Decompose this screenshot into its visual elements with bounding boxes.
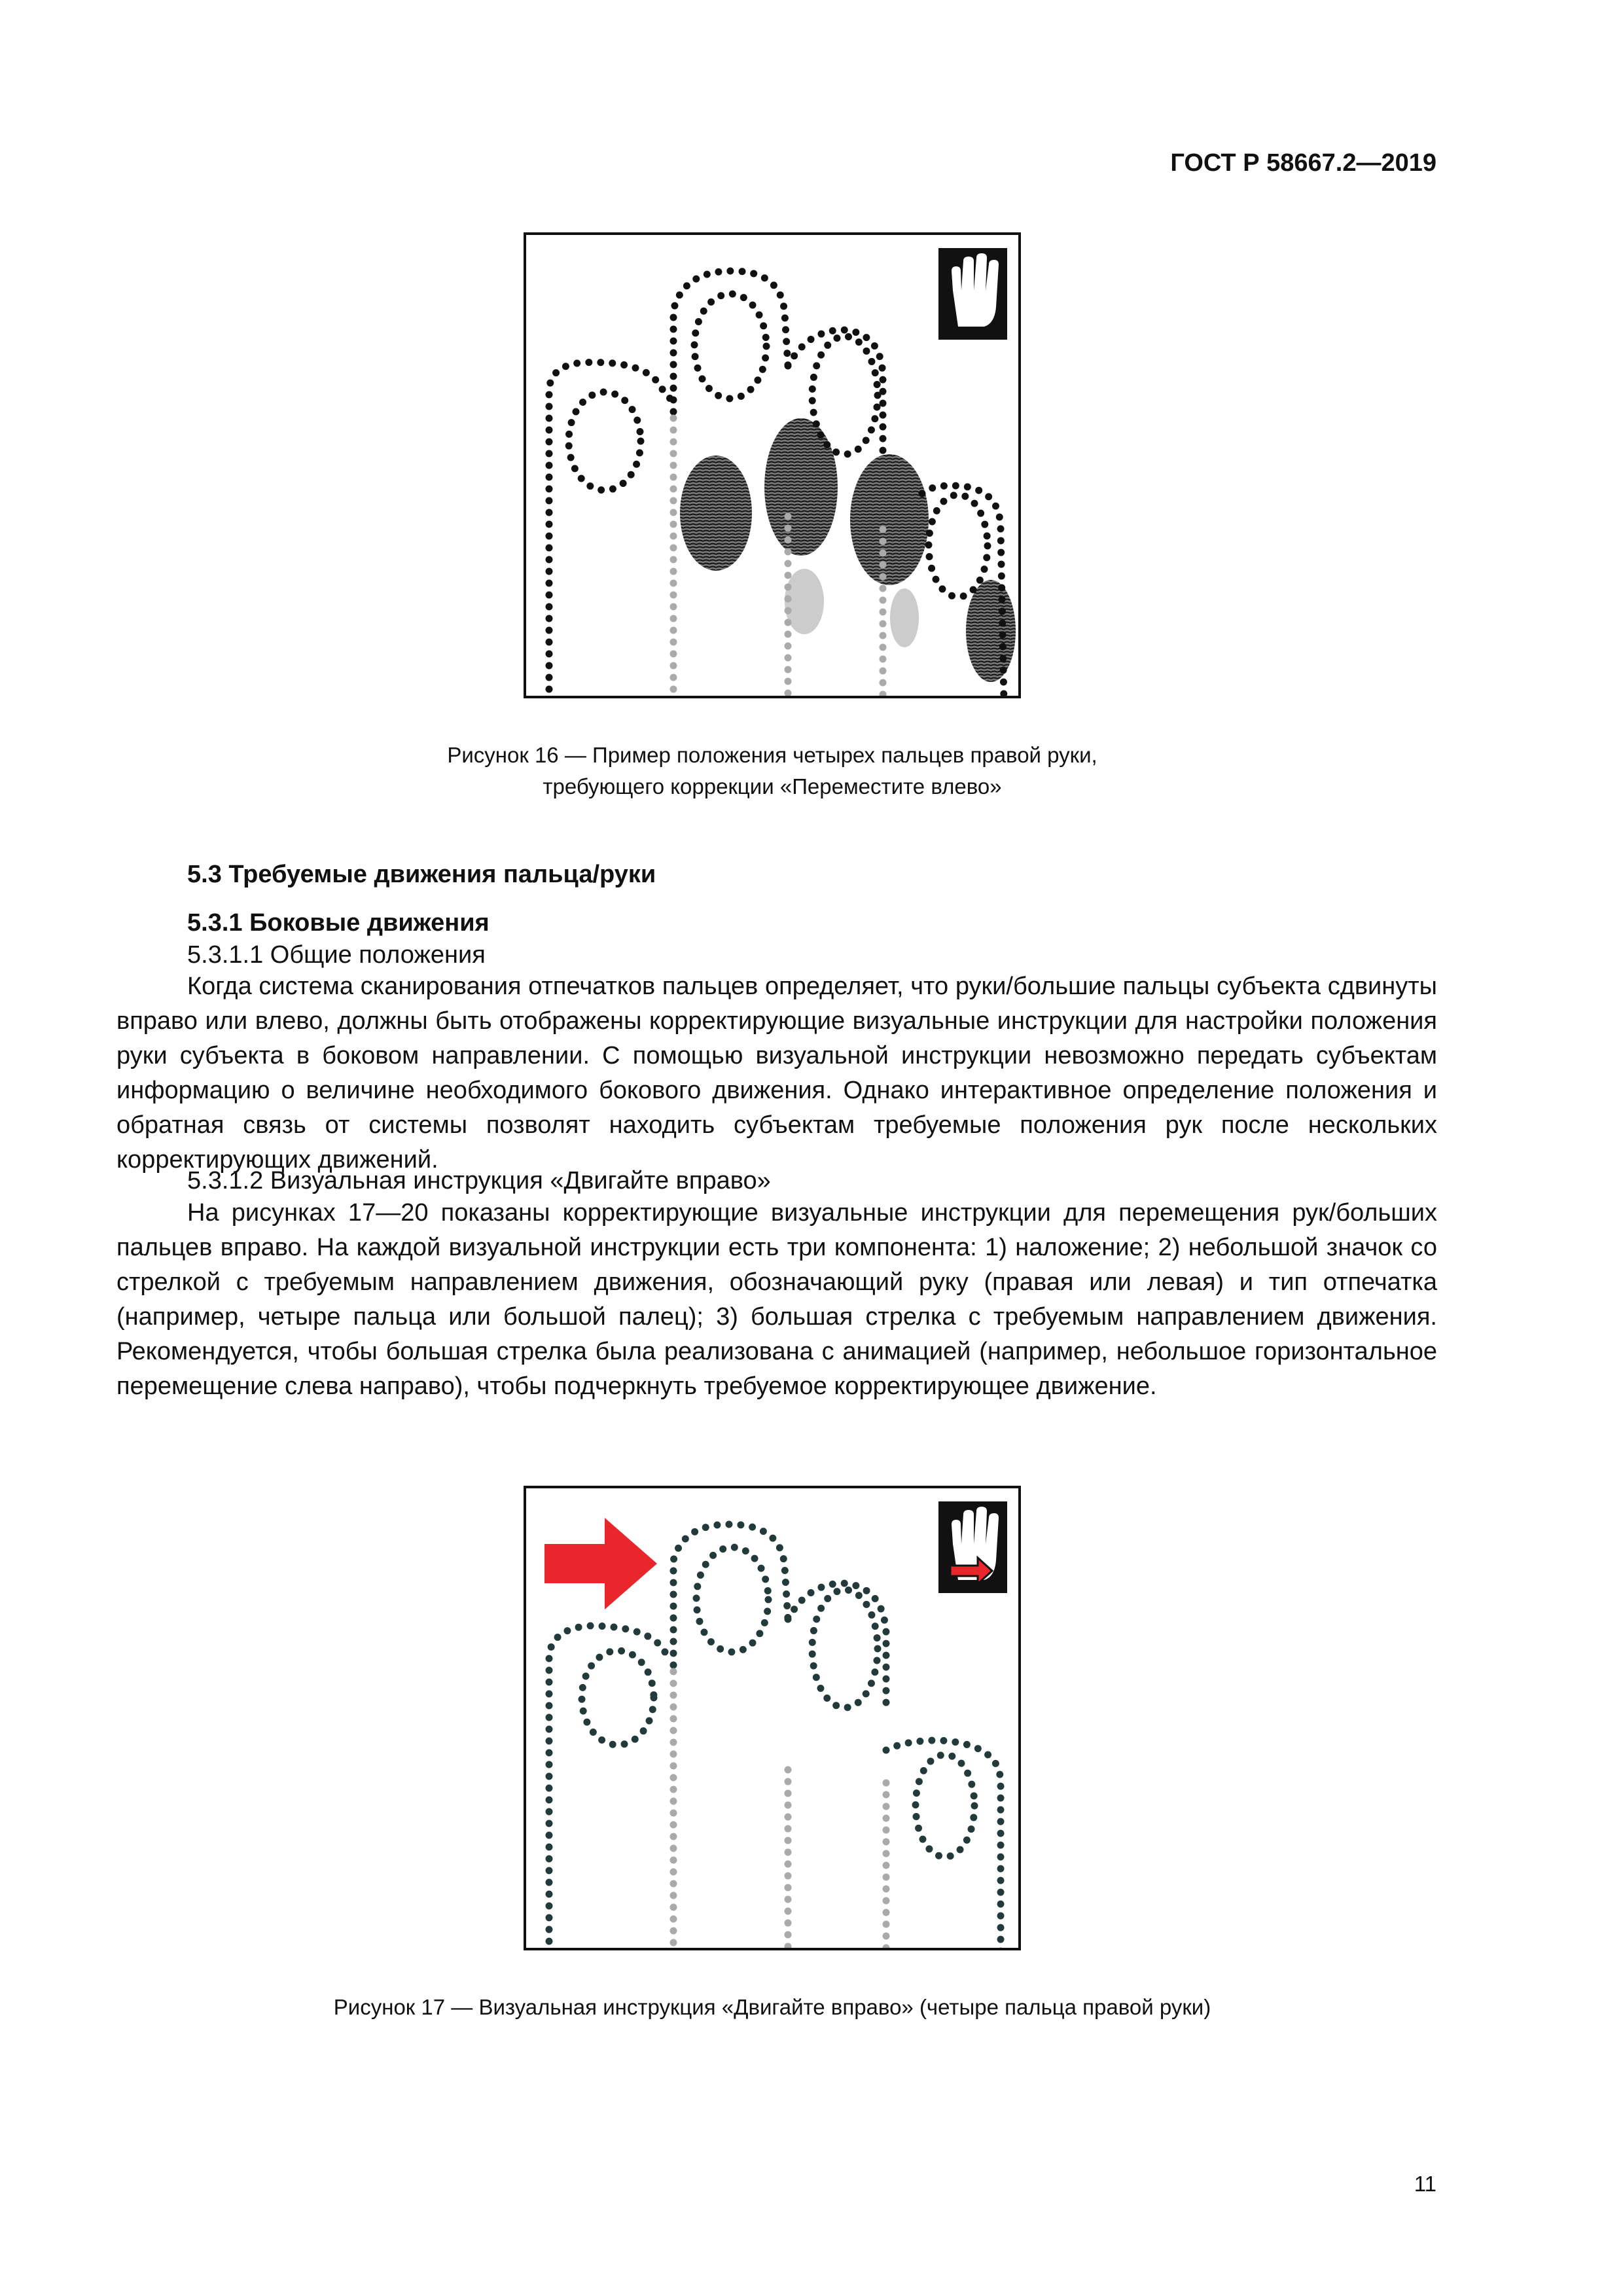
figure-17-drawing (526, 1488, 1021, 1950)
right-arrow-large (544, 1518, 657, 1609)
section-heading: 5.3 Требуемые движения пальца/руки (187, 861, 656, 888)
outline-index-inner (569, 392, 641, 490)
figure-17-caption: Рисунок 17 — Визуальная инструкция «Двигайте вправо» (четыре пальца правой руки) (333, 1995, 1211, 2019)
outline-ring-inner (812, 336, 878, 454)
outline-little (886, 1740, 1001, 1950)
item-5-3-1-1: 5.3.1.1 Общие положения (187, 941, 486, 969)
page-number: 11 (1414, 2172, 1436, 2196)
outline-index (549, 1626, 673, 1950)
figure-16-caption-line1: Рисунок 16 — Пример положения четырех пальцев правой руки, (447, 743, 1097, 767)
figure-16 (524, 232, 1021, 698)
outline-little-inner (929, 495, 988, 597)
hand-arrow-icon (938, 1501, 1007, 1593)
outline-middle (673, 1524, 788, 1665)
fingerprint-ring-lower (890, 588, 919, 647)
fingerprint-index (680, 456, 752, 571)
document-code: ГОСТ Р 58667.2—2019 (1170, 149, 1436, 177)
fingerprint-little (966, 580, 1016, 682)
outline-ring-inner (812, 1590, 878, 1708)
figure-16-caption (327, 740, 1217, 802)
hand-icon (938, 248, 1007, 340)
outline-little-inner (916, 1755, 974, 1857)
figure-16-caption-line2: требующего коррекции «Переместите влево» (543, 774, 1002, 798)
outline-index (549, 363, 673, 698)
outline-ring (788, 1583, 886, 1711)
outline-middle-inner (694, 294, 766, 399)
outline-middle-inner (696, 1547, 768, 1652)
fingerprint-ring (850, 454, 929, 585)
outline-index-inner (582, 1651, 654, 1745)
paragraph-move-right: На рисунках 17—20 показаны корректирующие визуальные инструкции для перемещения рук/больших пальцев вправо. На каждой визуальной инструкции есть три компонента: 1) наложение; 2) небольшой значок со стрелкой с требуемым направлением движения, обозначающий руку (правая или левая) и тип отпечатка (например, четыре пальца или большой палец); 3) большая стрелка с требуемым направлением движения. Рекомендуется, чтобы большая стрелка была реализована с анимацией (например, небольшое горизонтальное перемещение слева направо), чтобы подчеркнуть требуемое корректирующее движение. (116, 1199, 1437, 1400)
figure-17 (524, 1486, 1021, 1950)
figure-16-drawing (526, 235, 1021, 698)
paragraph-general: Когда система сканирования отпечатков пальцев определяет, что руки/большие пальцы субъекта сдвинуты вправо или влево, должны быть отображены корректирующие визуальные инструкции для настройки положения руки субъекта в боковом направлении. С помощью визуальной инструкции невозможно передать субъектам информацию о величине необходимого бокового движения. Однако интерактивное определение положения и обратная связь от системы позволят находить субъектам требуемые положения рук после нескольких корректирующих движений. (116, 973, 1437, 1174)
subsection-heading: 5.3.1 Боковые движения (187, 909, 490, 937)
item-5-3-1-2: 5.3.1.2 Визуальная инструкция «Двигайте вправо» (187, 1167, 771, 1194)
fingerprint-middle (764, 418, 838, 556)
